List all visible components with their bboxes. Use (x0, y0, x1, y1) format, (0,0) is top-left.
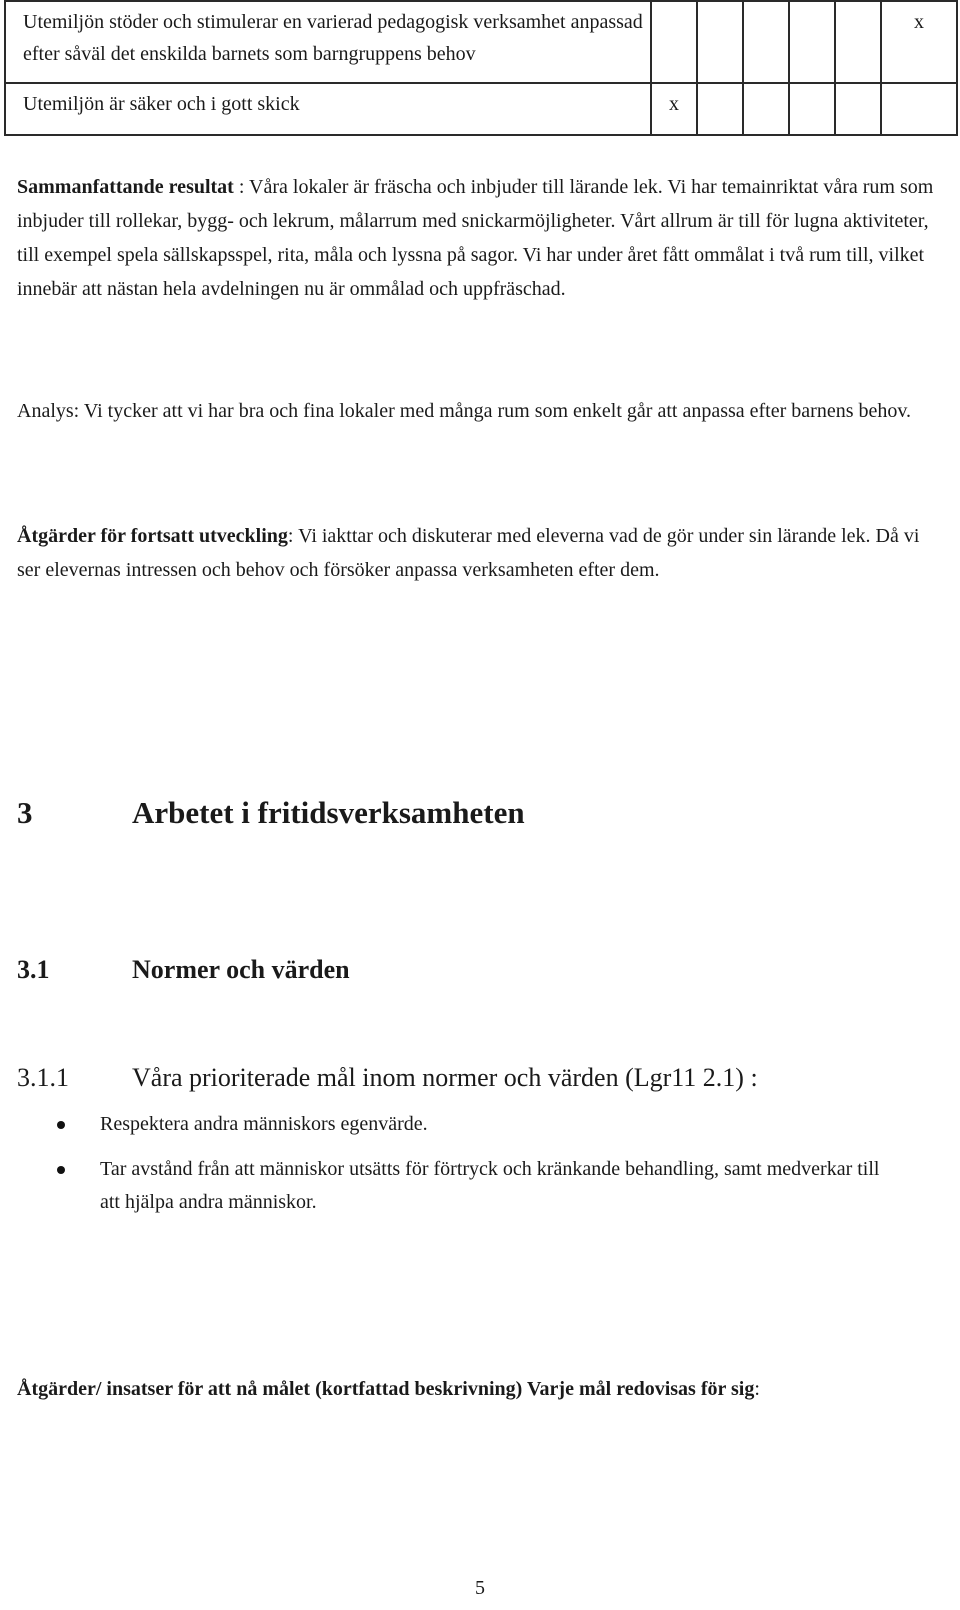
measures-heading-text: Åtgärder/ insatser för att nå målet (kortfattad beskrivning) Varje mål redovisas för sig (17, 1378, 755, 1400)
rating-cell (789, 83, 835, 135)
measures-heading (17, 1372, 937, 1406)
rating-cell (651, 1, 697, 83)
subsubsection-number: 3.1.1 (17, 1063, 69, 1092)
actions-paragraph (17, 519, 937, 587)
list-item (0, 1153, 900, 1219)
subsection-number: 3.1 (17, 955, 50, 984)
analysis-text: : Vi tycker att vi har bra och fina lokaler med många rum som enkelt går att anpassa efter barnens behov. (73, 400, 912, 422)
evaluation-table (4, 0, 958, 136)
rating-cell: x (881, 1, 957, 83)
criterion-label: Utemiljön är säker och i gott skick (5, 83, 651, 135)
subsubsection-heading (17, 1063, 758, 1093)
page-number: 5 (475, 1577, 485, 1599)
rating-cell (835, 83, 881, 135)
summary-text: : Våra lokaler är fräscha och inbjuder till lärande lek. Vi har temainriktat våra rum som inbjuder till rollekar, bygg- och lekrum, målarrum med snickarmöjligheter. Vårt allrum är till för lugna aktiviteter, till exempel spela sällskapsspel, rita, måla och lyssna på sagor. Vi har under året fått ommålat i två rum till, vilket innebär att nästan hela avdelningen nu är ommålad och uppfräschad. (17, 176, 934, 300)
measures-colon: : (754, 1378, 760, 1400)
rating-cell (743, 1, 789, 83)
bullet-icon (57, 1166, 65, 1174)
section-title: Arbetet i fritidsverksamheten (132, 795, 525, 830)
subsubsection-title: Våra prioriterade mål inom normer och värden (Lgr11 2.1) : (132, 1063, 758, 1092)
analysis-label: Analys (17, 400, 74, 422)
actions-label: Åtgärder för fortsatt utveckling (17, 525, 288, 547)
summary-paragraph (17, 170, 937, 306)
table-row (5, 83, 957, 135)
goals-list (0, 1108, 960, 1231)
subsection-title: Normer och värden (132, 955, 350, 984)
rating-cell (697, 1, 743, 83)
actions-text: : Vi iakttar och diskuterar med eleverna vad de gör under sin lärande lek. Då vi ser elevernas intressen och behov och försöker anpassa verksamheten efter dem. (17, 525, 920, 581)
rating-cell (789, 1, 835, 83)
rating-cell (835, 1, 881, 83)
rating-cell (697, 83, 743, 135)
criterion-label: Utemiljön stöder och stimulerar en varierad pedagogisk verksamhet anpassad efter såväl det enskilda barnets som barngruppens behov (5, 1, 651, 83)
section-heading (17, 795, 525, 831)
goal-text: Respektera andra människors egenvärde. (100, 1113, 428, 1135)
table-row (5, 1, 957, 83)
rating-cell: x (651, 83, 697, 135)
section-number: 3 (17, 795, 33, 830)
rating-cell (743, 83, 789, 135)
list-item (0, 1108, 900, 1141)
subsection-heading (17, 955, 350, 985)
analysis-paragraph (17, 394, 937, 428)
bullet-icon (57, 1121, 65, 1129)
goal-text: Tar avstånd från att människor utsätts för förtryck och kränkande behandling, samt medverkar till att hjälpa andra människor. (100, 1158, 880, 1213)
rating-cell (881, 83, 957, 135)
summary-label: Sammanfattande resultat (17, 176, 234, 198)
